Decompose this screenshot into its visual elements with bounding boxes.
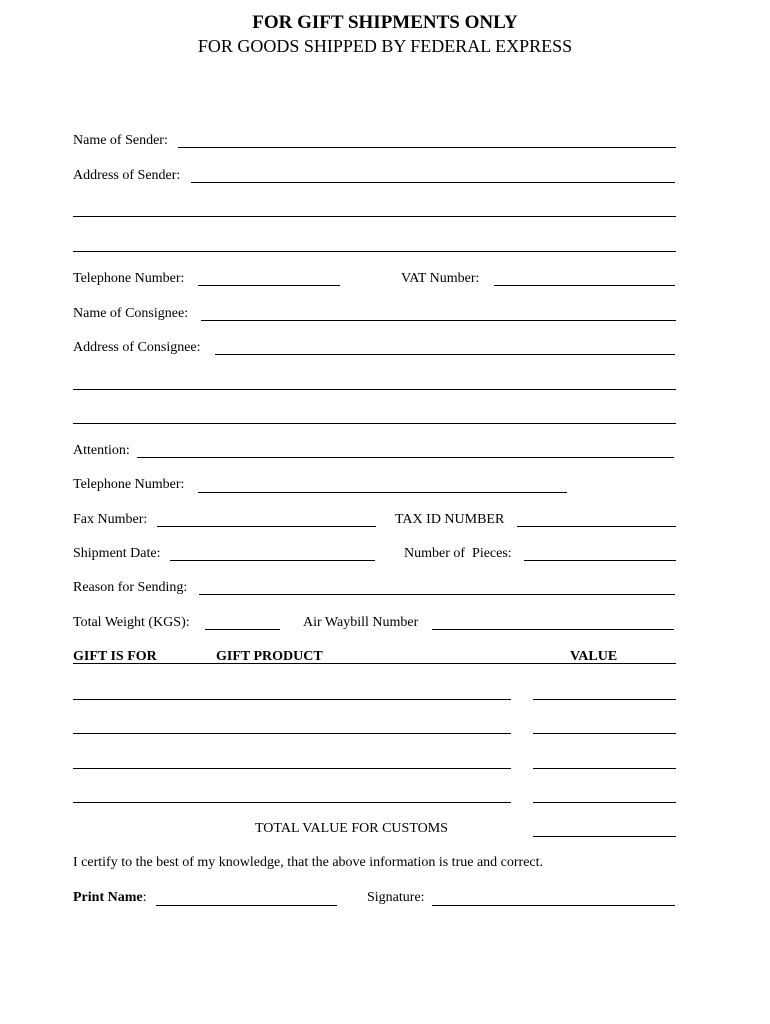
table-row-1-value[interactable] (533, 699, 676, 700)
table-row-2-description[interactable] (73, 733, 511, 734)
vat-number-label: VAT Number: (401, 271, 480, 286)
consignee-telephone-label: Telephone Number: (73, 477, 185, 492)
air-waybill-number-field[interactable] (432, 629, 674, 630)
name-of-consignee-field[interactable] (201, 320, 676, 321)
vat-number-field[interactable] (494, 285, 675, 286)
number-of-pieces-field[interactable] (524, 560, 676, 561)
column-header-gift-product: GIFT PRODUCT (216, 649, 323, 664)
address-of-sender-line-3[interactable] (73, 251, 676, 252)
signature-field[interactable] (432, 905, 675, 906)
form-title: FOR GIFT SHIPMENTS ONLY (252, 12, 518, 33)
address-of-consignee-line-2[interactable] (73, 389, 676, 390)
address-of-consignee-label: Address of Consignee: (73, 340, 201, 355)
fax-number-field[interactable] (157, 526, 376, 527)
attention-field[interactable] (137, 457, 674, 458)
tax-id-number-label: TAX ID NUMBER (395, 512, 505, 527)
address-of-sender-line-2[interactable] (73, 216, 676, 217)
column-header-value: VALUE (570, 649, 618, 664)
number-of-pieces-label: Number of Pieces: (404, 546, 512, 561)
total-weight-label: Total Weight (KGS): (73, 615, 190, 630)
consignee-telephone-field[interactable] (198, 492, 567, 493)
total-value-field[interactable] (533, 836, 676, 837)
reason-for-sending-field[interactable] (199, 594, 675, 595)
table-row-4-value[interactable] (533, 802, 676, 803)
form-subtitle: FOR GOODS SHIPPED BY FEDERAL EXPRESS (197, 36, 573, 56)
signature-label: Signature: (367, 890, 425, 905)
total-value-label: TOTAL VALUE FOR CUSTOMS (255, 821, 448, 836)
name-of-sender-field[interactable] (178, 147, 676, 148)
column-header-gift-is-for: GIFT IS FOR (73, 649, 157, 664)
name-of-sender-label: Name of Sender: (73, 133, 168, 148)
table-row-4-description[interactable] (73, 802, 511, 803)
certification-statement: I certify to the best of my knowledge, that the above information is true and correct. (73, 855, 544, 870)
air-waybill-number-label: Air Waybill Number (303, 615, 419, 630)
name-of-consignee-label: Name of Consignee: (73, 306, 189, 321)
print-name-text: Print Name (73, 890, 143, 905)
print-name-label (73, 890, 146, 906)
tax-id-number-field[interactable] (517, 526, 676, 527)
table-row-1-description[interactable] (73, 699, 511, 700)
print-name-field[interactable] (156, 905, 337, 906)
address-of-consignee-field[interactable] (215, 354, 675, 355)
table-row-2-value[interactable] (533, 733, 676, 734)
total-weight-field[interactable] (205, 629, 280, 630)
table-row-3-description[interactable] (73, 768, 511, 769)
address-of-consignee-line-3[interactable] (73, 423, 676, 424)
shipment-date-field[interactable] (170, 560, 375, 561)
fax-number-label: Fax Number: (73, 512, 148, 527)
attention-label: Attention: (73, 443, 130, 458)
table-row-3-value[interactable] (533, 768, 676, 769)
address-of-sender-label: Address of Sender: (73, 168, 181, 183)
telephone-number-label: Telephone Number: (73, 271, 185, 286)
shipment-date-label: Shipment Date: (73, 546, 161, 561)
reason-for-sending-label: Reason for Sending: (73, 580, 188, 595)
print-name-colon: : (142, 890, 147, 905)
telephone-number-field[interactable] (198, 285, 340, 286)
address-of-sender-field[interactable] (191, 182, 675, 183)
